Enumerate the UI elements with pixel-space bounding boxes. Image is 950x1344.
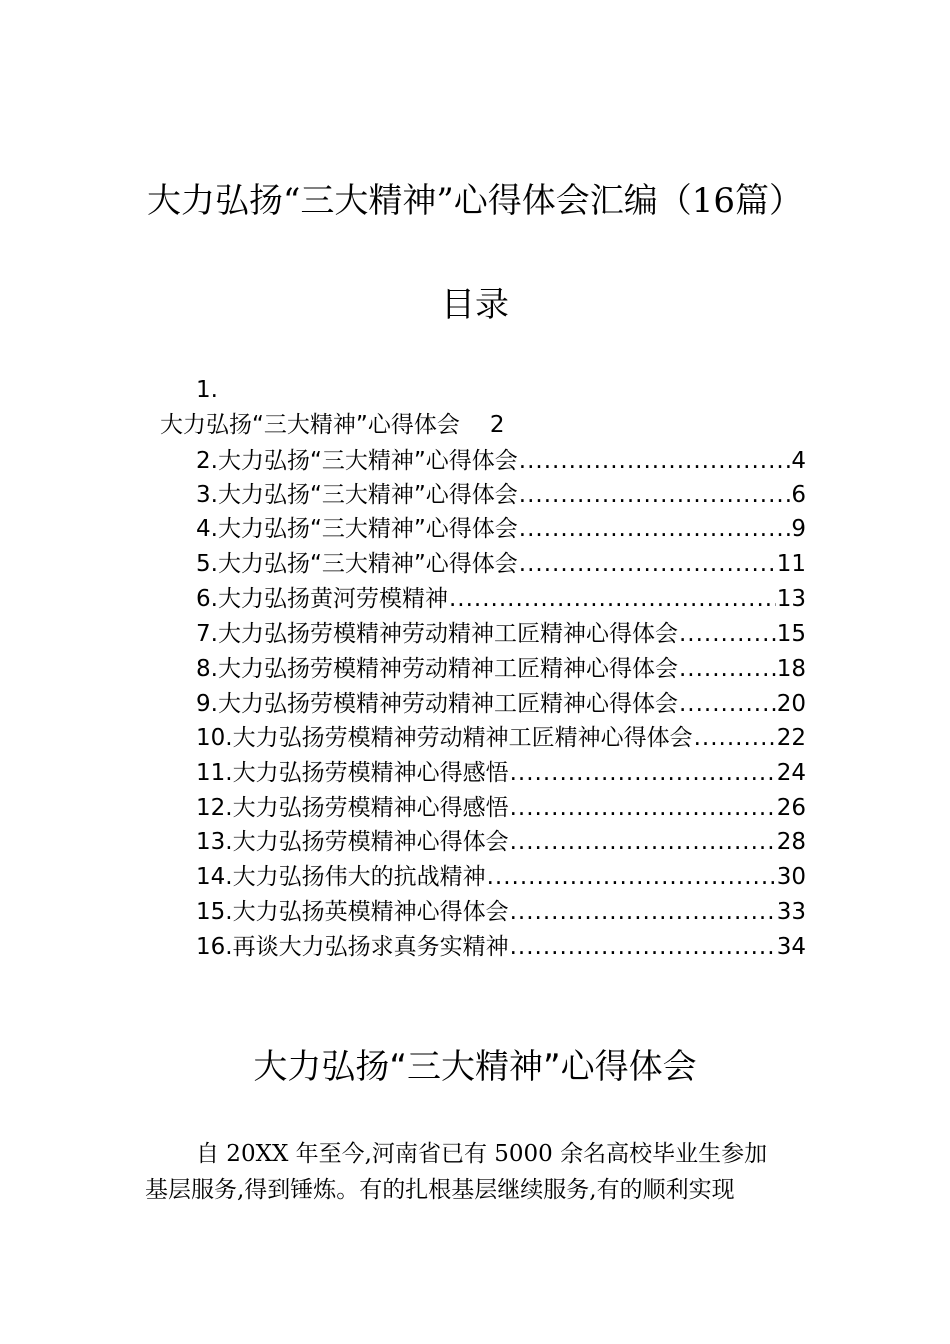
toc-entry-label: 9.大力弘扬劳模精神劳动精神工匠精神心得体会 (196, 691, 678, 717)
toc-entry-page: 6 (791, 482, 806, 508)
toc-entry-15[interactable] (196, 895, 806, 929)
toc-entry-label: 7.大力弘扬劳模精神劳动精神工匠精神心得体会 (196, 621, 678, 647)
toc-entry-page: 30 (776, 864, 806, 890)
toc-entry-label: 3.大力弘扬“三大精神”心得体会 (196, 482, 518, 508)
toc-leader-dots (510, 756, 776, 790)
toc-leader-dots (679, 652, 776, 686)
toc-entry-label: 8.大力弘扬劳模精神劳动精神工匠精神心得体会 (196, 656, 678, 682)
toc-leader-dots (694, 721, 776, 755)
toc-entry-label: 15.大力弘扬英模精神心得体会 (196, 899, 509, 925)
toc-heading: 目录 (441, 285, 509, 325)
toc-entry-page: 15 (776, 621, 806, 647)
toc-entry-label: 10.大力弘扬劳模精神劳动精神工匠精神心得体会 (196, 725, 693, 751)
toc-entry-label: 12.大力弘扬劳模精神心得感悟 (196, 795, 509, 821)
toc-entry-label: 大力弘扬“三大精神”心得体会 (160, 412, 460, 438)
toc-entry-1[interactable] (160, 409, 504, 441)
toc-leader-dots (519, 547, 776, 581)
toc-entry-11[interactable] (196, 756, 806, 790)
toc-leader-dots (519, 444, 791, 478)
toc-leader-dots (679, 687, 776, 721)
toc-entry-7[interactable] (196, 617, 806, 651)
toc-entry-3[interactable] (196, 478, 806, 512)
document-title: 大力弘扬“三大精神”心得体会汇编（16篇） (146, 181, 804, 221)
toc-entry-page: 34 (776, 934, 806, 960)
toc-leader-dots (510, 791, 776, 825)
toc-entry-label: 13.大力弘扬劳模精神心得体会 (196, 829, 509, 855)
body-paragraph-line: 基层服务,得到锤炼。有的扎根基层继续服务,有的顺利实现 (145, 1177, 735, 1203)
toc-entry-page: 11 (776, 551, 806, 577)
toc-entry-page: 22 (776, 725, 806, 751)
toc-entry-page: 4 (791, 448, 806, 474)
toc-entry-label: 11.大力弘扬劳模精神心得感悟 (196, 760, 509, 786)
toc-leader-dots (510, 930, 776, 964)
toc-leader-dots (519, 478, 791, 512)
toc-entry-page: 13 (776, 586, 806, 612)
toc-entry-label: 4.大力弘扬“三大精神”心得体会 (196, 516, 518, 542)
toc-entry-label: 6.大力弘扬黄河劳模精神 (196, 586, 448, 612)
toc-entry-9[interactable] (196, 687, 806, 721)
toc-leader-dots (487, 860, 776, 894)
toc-entry-page: 33 (776, 899, 806, 925)
toc-entry-page: 26 (776, 795, 806, 821)
section-title: 大力弘扬“三大精神”心得体会 (253, 1047, 697, 1087)
toc-entry-label: 14.大力弘扬伟大的抗战精神 (196, 864, 486, 890)
toc-entry-page: 20 (776, 691, 806, 717)
toc-entry-label: 5.大力弘扬“三大精神”心得体会 (196, 551, 518, 577)
toc-entry-page: 28 (776, 829, 806, 855)
toc-entry-2[interactable] (196, 444, 806, 478)
toc-leader-dots (449, 582, 776, 616)
toc-entry-1-number[interactable]: 1. (196, 377, 218, 403)
toc-entry-12[interactable] (196, 791, 806, 825)
toc-entry-10[interactable] (196, 721, 806, 755)
toc-entry-page: 2 (489, 412, 505, 438)
toc-entry-4[interactable] (196, 512, 806, 546)
toc-leader-dots (679, 617, 776, 651)
body-paragraph-line: 自 20XX 年至今,河南省已有 5000 余名高校毕业生参加 (196, 1141, 768, 1167)
toc-entry-5[interactable] (196, 547, 806, 581)
toc-entry-13[interactable] (196, 825, 806, 859)
toc-leader-dots (510, 895, 776, 929)
toc-leader-dots (510, 825, 776, 859)
toc-entry-6[interactable] (196, 582, 806, 616)
toc-entry-label: 16.再谈大力弘扬求真务实精神 (196, 934, 509, 960)
toc-entry-14[interactable] (196, 860, 806, 894)
toc-leader-dots (519, 512, 791, 546)
toc-entry-page: 18 (776, 656, 806, 682)
toc-entry-16[interactable] (196, 930, 806, 964)
toc-entry-8[interactable] (196, 652, 806, 686)
toc-entry-page: 9 (791, 516, 806, 542)
toc-entry-label: 2.大力弘扬“三大精神”心得体会 (196, 448, 518, 474)
toc-entry-page: 24 (776, 760, 806, 786)
